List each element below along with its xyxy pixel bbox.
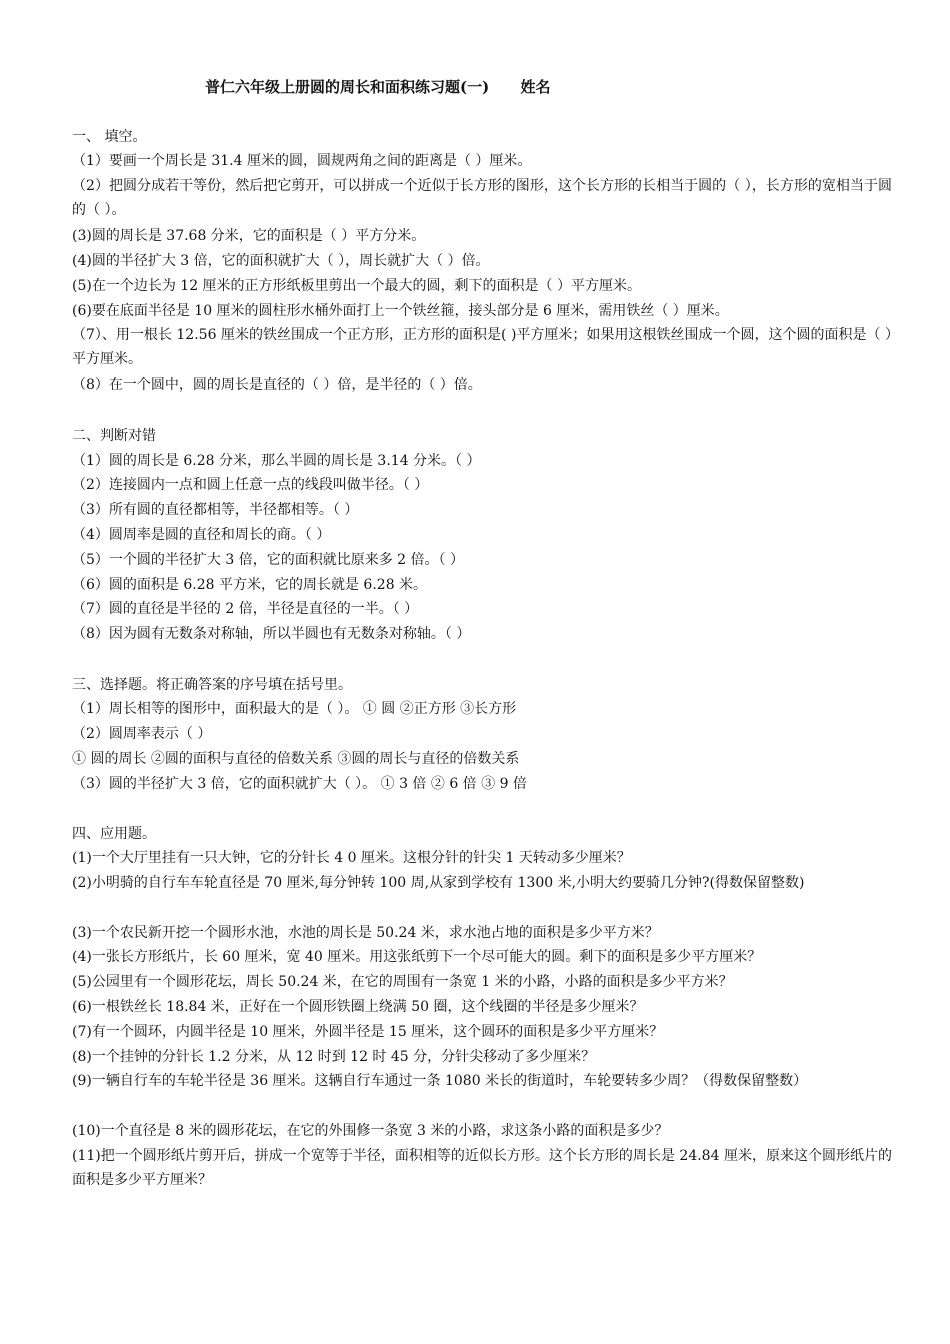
true-false-item-4: （4）圆周率是圆的直径和周长的商。（ ） — [72, 527, 331, 543]
word-problem-11: (11)把一个圆形纸片剪开后，拼成一个宽等于半径，面积相等的近似长方形。这个长方形的周长是 24.84 厘米，原来这个圆形纸片的面积是多少平方厘米？ — [72, 1148, 892, 1188]
word-problem-9: (9)一辆自行车的车轮半径是 36 厘米。这辆自行车通过一条 1080 米长的街道时，车轮要转多少周？（得数保留整数） — [72, 1073, 808, 1089]
fill-blank-item-6: (6)要在底面半径是 10 厘米的圆柱形水桶外面打上一个铁丝箍，接头部分是 6 厘米，需用铁丝（ ）厘米。 — [72, 303, 729, 319]
page-title: 普仁六年级上册圆的周长和面积练习题(一) 姓名 — [205, 78, 551, 96]
word-problem-3: (3)一个农民新开挖一个圆形水池，水池的周长是 50.24 米，求水池占地的面积是多少平方米？ — [72, 925, 659, 941]
fill-blank-item-5: (5)在一个边长为 12 厘米的正方形纸板里剪出一个最大的圆，剩下的面积是（ ）平方厘米。 — [72, 278, 641, 294]
word-problem-1: (1)一个大厅里挂有一只大钟，它的分针长 4 0 厘米。这根分针的针尖 1 天转动多少厘米？ — [72, 850, 631, 866]
choice-item-2: （2）圆周率表示（ ） — [72, 726, 212, 742]
word-problem-8: (8)一个挂钟的分针长 1.2 分米，从 12 时到 12 时 45 分，分针尖移动了多少厘米？ — [72, 1049, 596, 1065]
word-problem-7: (7)有一个圆环，内圆半径是 10 厘米，外圆半径是 15 厘米，这个圆环的面积是多少平方厘米？ — [72, 1024, 664, 1040]
true-false-item-3: （3）所有圆的直径都相等，半径都相等。（ ） — [72, 502, 359, 518]
section-2-heading: 二、判断对错 — [72, 428, 156, 444]
fill-blank-item-4: (4)圆的半径扩大 3 倍，它的面积就扩大（ ），周长就扩大（ ）倍。 — [72, 253, 490, 269]
true-false-item-1: （1）圆的周长是 6.28 分米，那么半圆的周长是 3.14 分米。（ ） — [72, 453, 481, 469]
true-false-item-8: （8）因为圆有无数条对称轴，所以半圆也有无数条对称轴。（ ） — [72, 626, 471, 642]
word-problem-2: (2)小明骑的自行车车轮直径是 70 厘米,每分钟转 100 周,从家到学校有 1300 米,小明大约要骑几分钟?(得数保留整数) — [72, 875, 805, 891]
true-false-item-5: （5）一个圆的半径扩大 3 倍，它的面积就比原来多 2 倍。（ ） — [72, 552, 464, 568]
fill-blank-item-1: （1）要画一个周长是 31.4 厘米的圆，圆规两角之间的距离是（ ）厘米。 — [72, 153, 532, 169]
word-problem-6: (6)一根铁丝长 18.84 米，正好在一个圆形铁圈上绕满 50 圈，这个线圈的半径是多少厘米？ — [72, 999, 644, 1015]
section-1-heading: 一、 填空。 — [72, 129, 147, 145]
fill-blank-item-3: (3)圆的周长是 37.68 分米，它的面积是（ ）平方分米。 — [72, 228, 426, 244]
word-problem-10: (10)一个直径是 8 米的圆形花坛，在它的外围修一条宽 3 米的小路，求这条小路的面积是多少？ — [72, 1123, 669, 1139]
choice-item-3: （3）圆的半径扩大 3 倍，它的面积就扩大（ ）。 ① 3 倍 ② 6 倍 ③ 9 倍 — [72, 776, 527, 792]
fill-blank-item-8: （8）在一个圆中，圆的周长是直径的（ ）倍，是半径的（ ）倍。 — [72, 377, 482, 393]
word-problem-5: (5)公园里有一个圆形花坛，周长 50.24 米，在它的周围有一条宽 1 米的小路，小路的面积是多少平方米？ — [72, 974, 733, 990]
section-3-heading: 三、选择题。将正确答案的序号填在括号里。 — [72, 677, 352, 693]
section-4-heading: 四、应用题。 — [72, 826, 156, 842]
choice-item-2-options: ① 圆的周长 ②圆的面积与直径的倍数关系 ③圆的周长与直径的倍数关系 — [72, 751, 520, 767]
true-false-item-2: （2）连接圆内一点和圆上任意一点的线段叫做半径。（ ） — [72, 477, 429, 493]
choice-item-1: （1）周长相等的图形中，面积最大的是（ ）。 ① 圆 ②正方形 ③长方形 — [72, 701, 517, 717]
true-false-item-7: （7）圆的直径是半径的 2 倍，半径是直径的一半。（ ） — [72, 601, 419, 617]
fill-blank-item-7: （7）、用一根长 12.56 厘米的铁丝围成一个正方形，正方形的面积是( )平方厘米；如果用这根铁丝围成一个圆，这个圆的面积是（ ）平方厘米。 — [72, 327, 892, 367]
fill-blank-item-2: （2）把圆分成若干等份，然后把它剪开，可以拼成一个近似于长方形的图形，这个长方形的长相当于圆的（ ），长方形的宽相当于圆的（ ）。 — [72, 178, 892, 218]
true-false-item-6: （6）圆的面积是 6.28 平方米，它的周长就是 6.28 米。 — [72, 577, 428, 593]
word-problem-4: (4)一张长方形纸片，长 60 厘米，宽 40 厘米。用这张纸剪下一个尽可能大的圆。剩下的面积是多少平方厘米？ — [72, 949, 762, 965]
